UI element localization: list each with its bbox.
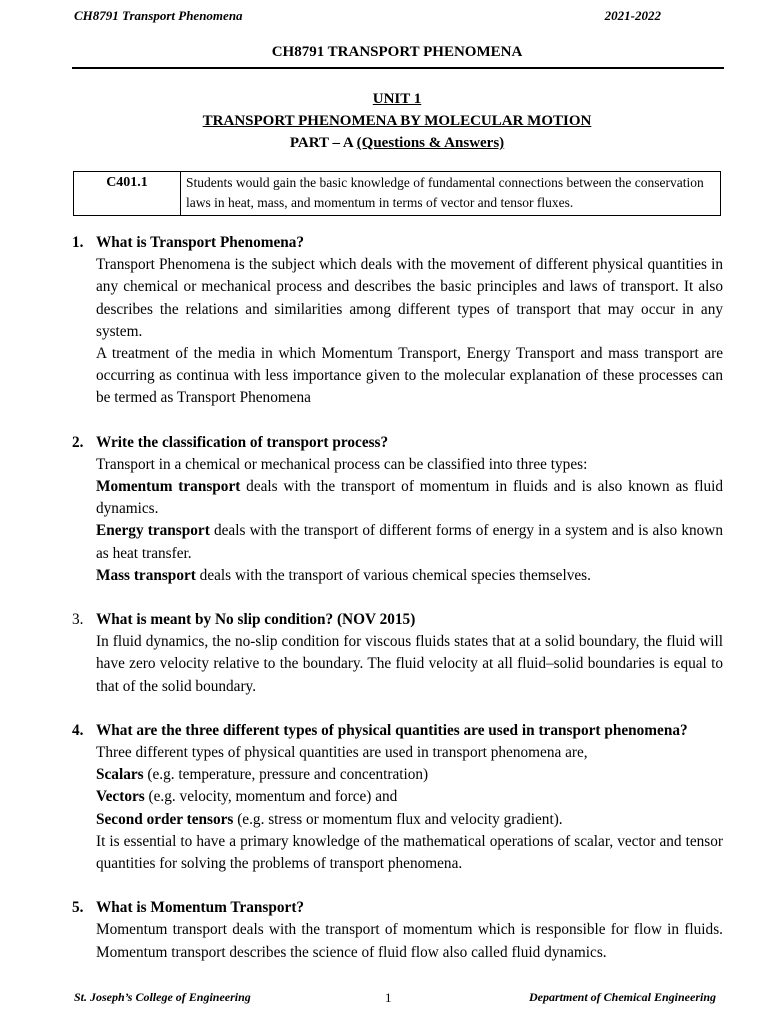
question-1 [72, 232, 723, 410]
unit-title: TRANSPORT PHENOMENA BY MOLECULAR MOTION [202, 113, 592, 129]
item-term: Mass transport [96, 566, 196, 584]
item-desc: (e.g. velocity, momentum and force) and [144, 788, 398, 806]
question-text: What is Transport Phenomena? [96, 234, 305, 251]
course-outcome-text: Students would gain the basic knowledge of fundamental connections between the conservation laws in heat, mass, and momentum in terms of vector and tensor fluxes. [181, 172, 721, 216]
question-number: 5. [72, 899, 84, 917]
answer [96, 254, 723, 409]
item-desc: (e.g. stress or momentum flux and velocity gradient). [233, 810, 563, 828]
answer-item [96, 809, 723, 831]
question-heading [72, 720, 723, 742]
answer-item [96, 786, 723, 808]
part-heading [0, 132, 768, 154]
answer-intro: Transport in a chemical or mechanical process can be classified into three types: [96, 455, 588, 473]
questions-list [72, 232, 723, 986]
answer-paragraph: In fluid dynamics, the no-slip condition for viscous fluids states that at a solid boundary, the fluid will have zero velocity relative to the boundary. The fluid velocity at all fluid–solid boundaries is equal to that of the solid boundary. [96, 633, 723, 695]
item-term: Energy transport [96, 522, 210, 540]
unit-heading [0, 88, 768, 154]
answer-paragraph: Momentum transport deals with the transport of momentum which is responsible for flow in fluids. Momentum transport describes the science of fluid flow also called fluid dynamics. [96, 921, 723, 961]
question-heading [72, 432, 723, 454]
unit-label: UNIT 1 [372, 91, 422, 107]
question-number: 2. [72, 433, 84, 451]
header-course: CH8791 Transport Phenomena [74, 8, 243, 23]
answer-item [96, 565, 723, 587]
part-suffix: (Questions & Answers) [356, 135, 505, 151]
question-number: 4. [72, 721, 84, 739]
question-text: What is Momentum Transport? [96, 899, 305, 917]
question-number: 1. [72, 234, 84, 251]
answer [96, 454, 723, 587]
running-header [74, 8, 661, 24]
footer-department: Department of Chemical Engineering [528, 990, 716, 1004]
answer [96, 631, 723, 698]
answer-item [96, 764, 723, 786]
answer-item [96, 476, 723, 520]
table-row [74, 172, 721, 216]
item-desc: deals with the transport of different forms of energy in a system and is also known as heat transfer. [96, 522, 723, 562]
item-term: Second order tensors [96, 810, 234, 828]
item-desc: (e.g. temperature, pressure and concentration) [143, 766, 429, 784]
footer-college: St. Joseph’s College of Engineering [74, 990, 251, 1004]
question-text: What is meant by No slip condition? (NOV 2015) [96, 611, 416, 629]
question-heading [72, 609, 723, 631]
question-number: 3. [72, 611, 84, 629]
answer [96, 742, 723, 875]
question-heading [72, 897, 723, 919]
item-term: Vectors [96, 788, 145, 806]
title-rule [72, 67, 724, 69]
document-title: CH8791 TRANSPORT PHENOMENA [271, 44, 523, 60]
header-year: 2021-2022 [604, 8, 661, 23]
item-desc: deals with the transport of various chemical species themselves. [195, 566, 591, 584]
question-3 [72, 609, 723, 698]
answer-paragraph: Transport Phenomena is the subject which deals with the movement of different physical quantities in any chemical or mechanical process and describes the basic principles and laws of transport. It also describes the relations and similarities among different types of transport that may occur in any system. [96, 256, 723, 340]
answer [96, 919, 723, 963]
answer-intro: Three different types of physical quantities are used in transport phenomena are, [96, 744, 588, 762]
item-term: Scalars [96, 766, 144, 784]
course-outcome-code: C401.1 [74, 172, 181, 216]
question-5 [72, 897, 723, 964]
answer-outro: It is essential to have a primary knowledge of the mathematical operations of scalar, vector and tensor quantities for solving the problems of transport phenomena. [96, 832, 723, 873]
item-term: Momentum transport [96, 478, 241, 496]
question-text: Write the classification of transport process? [96, 433, 389, 451]
question-text: What are the three different types of physical quantities are used in transport phenomena? [96, 721, 688, 739]
question-4 [72, 720, 723, 875]
item-desc: deals with the transport of momentum in fluids and is also known as fluid dynamics. [96, 478, 723, 518]
page-number: 1 [385, 990, 392, 1005]
answer-paragraph: A treatment of the media in which Momentum Transport, Energy Transport and mass transport are occurring as continua with less importance given to the molecular explanation of these processes can be termed as Transport Phenomena [96, 345, 723, 407]
question-2 [72, 432, 723, 587]
course-outcome-table [73, 171, 721, 216]
question-heading [72, 232, 723, 254]
part-prefix: PART – A [289, 135, 353, 151]
answer-item [96, 520, 723, 564]
